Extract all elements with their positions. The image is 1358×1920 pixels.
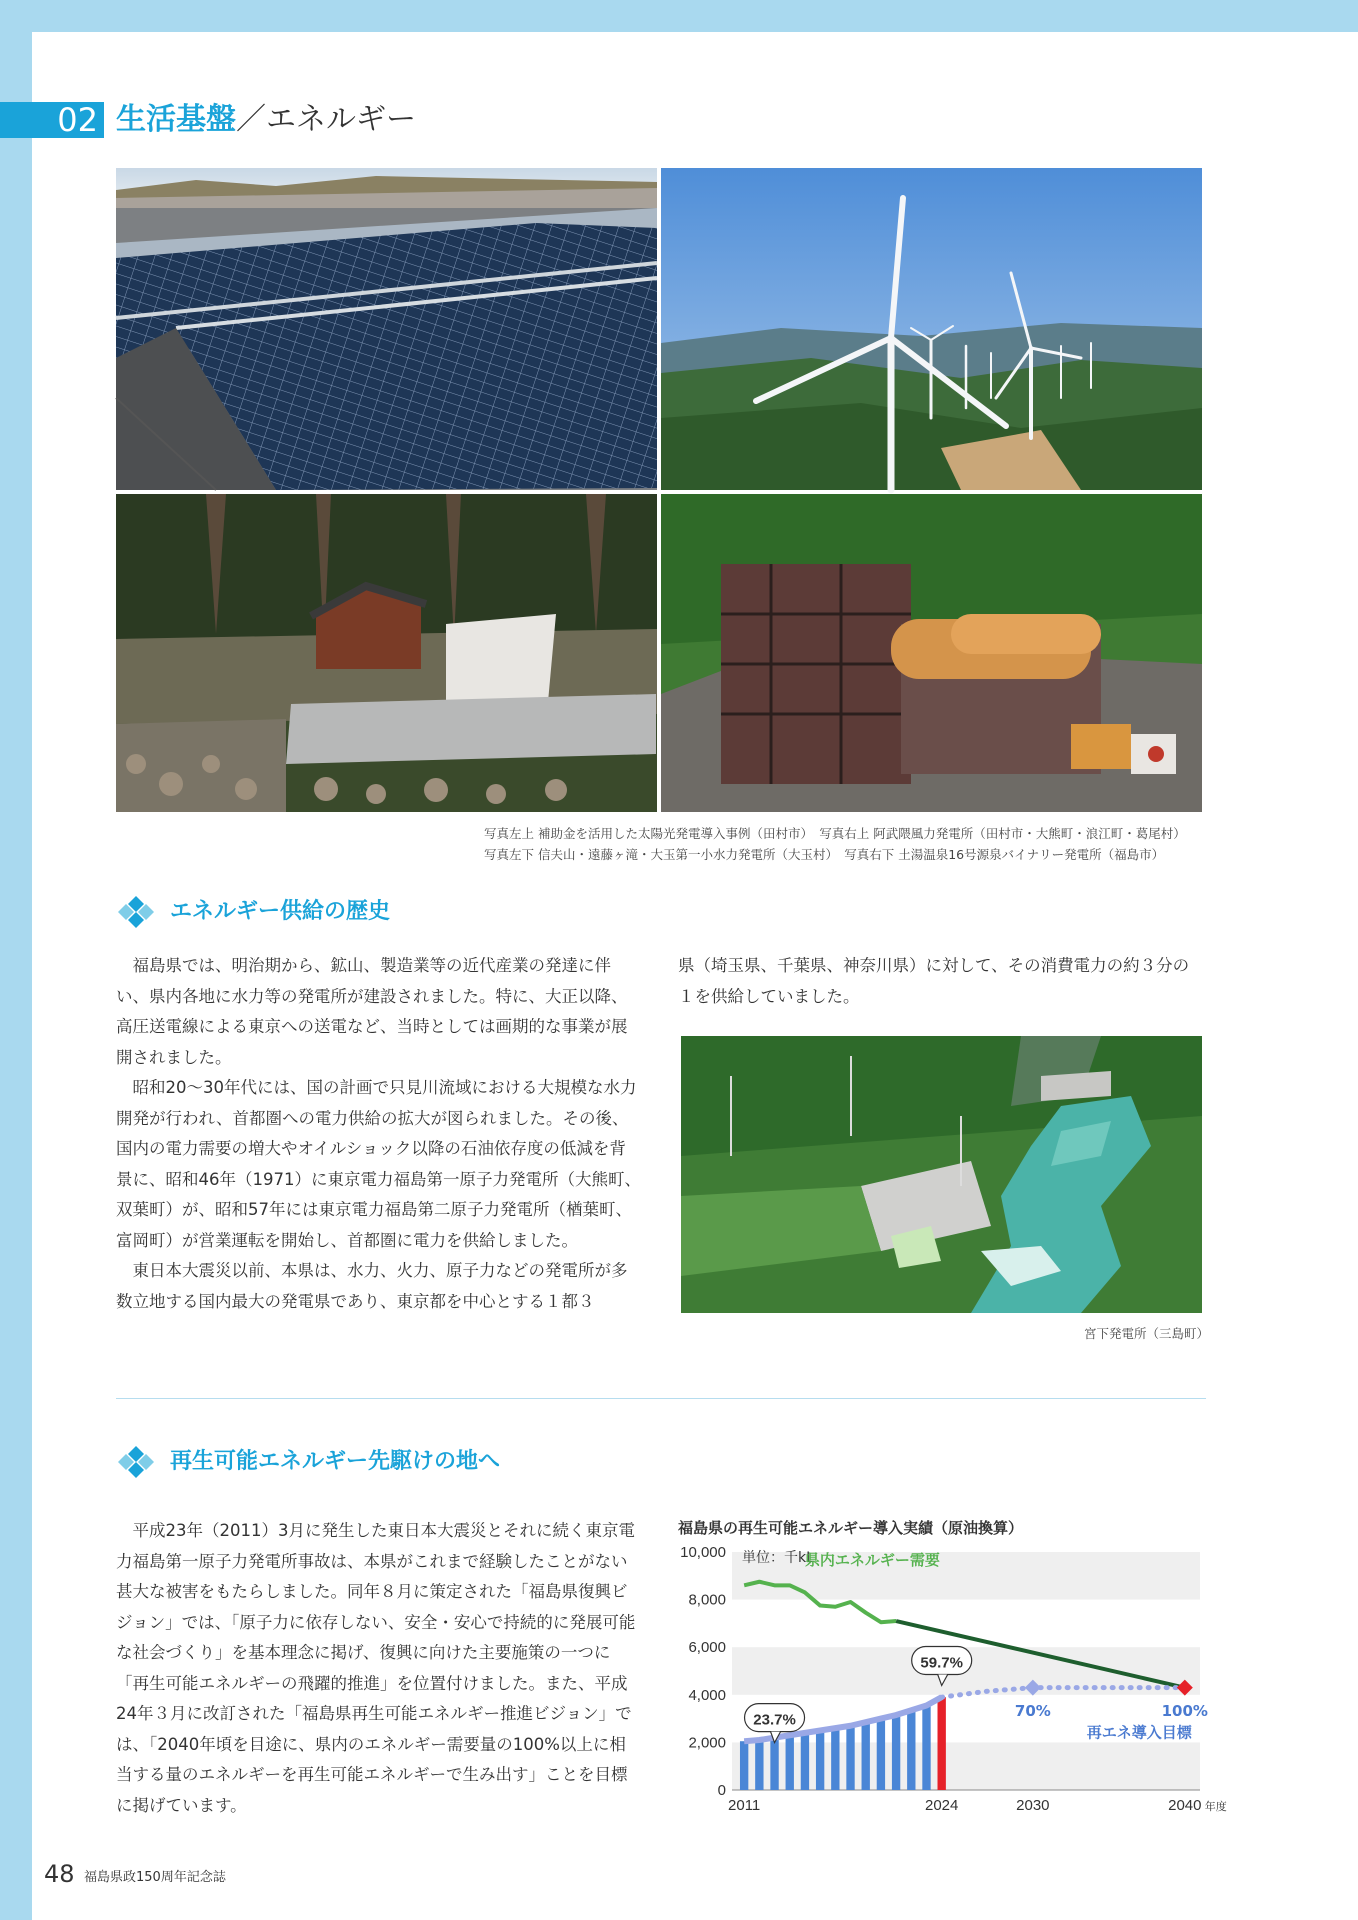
bar bbox=[938, 1697, 946, 1790]
bar bbox=[831, 1728, 839, 1790]
history-text-left bbox=[116, 951, 641, 1317]
renewable-paragraph: 平成23年（2011）3月に発生した東日本大震災とそれに続く東京電力福島第一原子力発電所事故は、本県がこれまで経験したことがない甚大な被害をもたらしました。同年８月に策定された「福島県復興ビジョン」では、「原子力に依存しない、安全・安心で持続的に発展可能な社会づくり」を基本理念に掲げ、復興に向けた主要施策の一つに「再生可能エネルギーの飛躍的推進」を位置付けました。また、平成24年３月に改訂された「福島県再生可能エネルギー推進ビジョン」では、「2040年頃を目途に、県内のエネルギー需要量の100%以上に相当する量のエネルギーを再生可能エネルギーで生み出す」ことを目標に掲げています。 bbox=[116, 1521, 636, 1815]
history-paragraph-1: 福島県では、明治期から、鉱山、製造業等の近代産業の発達に伴い、県内各地に水力等の発電所が建設されました。特に、大正以降、高圧送電線による東京への送電など、当時としては画期的な事業が展開されました。 bbox=[116, 956, 628, 1067]
y-tick-label: 0 bbox=[717, 1782, 726, 1799]
top-band bbox=[0, 0, 1358, 32]
y-tick-label: 6,000 bbox=[688, 1639, 726, 1657]
bar bbox=[801, 1733, 809, 1790]
renewable-heading-text: 再生可能エネルギー先駆けの地へ bbox=[170, 1449, 501, 1474]
section-divider bbox=[116, 1398, 1206, 1399]
callout-label: 23.7% bbox=[753, 1711, 796, 1729]
history-heading-text: エネルギー供給の歴史 bbox=[170, 899, 391, 924]
x-tick-label: 2030 bbox=[1016, 1797, 1050, 1814]
section-header bbox=[0, 100, 600, 140]
bar bbox=[862, 1722, 870, 1790]
photo-wind-turbines bbox=[661, 168, 1202, 490]
target-label: 70% bbox=[1014, 1702, 1051, 1721]
demand-label: 県内エネルギー需要 bbox=[804, 1551, 940, 1570]
diamond-icon bbox=[116, 894, 156, 930]
photo-solar-panels bbox=[116, 168, 657, 490]
y-tick-label: 2,000 bbox=[688, 1734, 726, 1752]
bar bbox=[786, 1735, 794, 1790]
photo-caption-bottom: 写真左下 信夫山・遠藤ヶ滝・大玉第一小水力発電所（大玉村） 写真右下 土湯温泉16号源泉バイナリー発電所（福島市） bbox=[484, 847, 1165, 862]
section-title-main: 生活基盤 bbox=[116, 102, 236, 137]
x-tick-label: 2024 bbox=[925, 1797, 959, 1814]
photo-binary-plant bbox=[661, 494, 1202, 812]
left-band bbox=[0, 0, 32, 1920]
bar bbox=[877, 1719, 885, 1790]
bar bbox=[740, 1741, 748, 1790]
dam-caption: 宮下発電所（三島町） bbox=[1084, 1326, 1210, 1341]
target-label: 再エネ導入目標 bbox=[1086, 1723, 1192, 1742]
bar bbox=[907, 1710, 915, 1790]
footer-title: 福島県政150周年記念誌 bbox=[84, 1870, 226, 1885]
history-paragraph-3: 東日本大震災以前、本県は、水力、火力、原子力などの発電所が多数立地する国内最大の発電県であり、東京都を中心とする１都３ bbox=[116, 1261, 628, 1311]
history-paragraph-right: 県（埼玉県、千葉県、神奈川県）に対して、その消費電力の約３分の１を供給していました。 bbox=[678, 956, 1190, 1006]
y-tick-label: 8,000 bbox=[688, 1591, 726, 1609]
section-title-sub: ／エネルギー bbox=[236, 102, 416, 137]
bar bbox=[755, 1740, 763, 1790]
y-tick-label: 4,000 bbox=[688, 1686, 726, 1704]
bar bbox=[892, 1715, 900, 1790]
y-tick-label: 10,000 bbox=[680, 1544, 726, 1561]
photo-miyashita-dam bbox=[681, 1036, 1202, 1313]
history-text-right bbox=[678, 951, 1203, 1012]
diamond-icon bbox=[116, 1444, 156, 1480]
bar bbox=[816, 1731, 824, 1791]
renewable-text bbox=[116, 1516, 641, 1821]
x-unit-label: 年度 bbox=[1204, 1800, 1227, 1813]
page-number: 48 bbox=[44, 1860, 75, 1888]
section-title bbox=[116, 100, 416, 140]
section-number: 02 bbox=[0, 102, 104, 138]
x-tick-label: 2011 bbox=[728, 1797, 761, 1814]
chart-title: 福島県の再生可能エネルギー導入実績（原油換算） bbox=[678, 1519, 1024, 1537]
target-label: 100% bbox=[1161, 1702, 1208, 1721]
bar bbox=[846, 1726, 854, 1790]
bar bbox=[922, 1706, 930, 1790]
x-tick-label: 2040 bbox=[1168, 1797, 1202, 1814]
photo-small-hydro bbox=[116, 494, 657, 812]
bar bbox=[770, 1738, 778, 1790]
unit-label: 単位：千kL bbox=[742, 1550, 814, 1566]
history-paragraph-2: 昭和20～30年代には、国の計画で只見川流域における大規模な水力開発が行われ、首都圏への電力供給の拡大が図られました。その後、国内の電力需要の増大やオイルショック以降の石油依存度の低減を背景に、昭和46年（1971）に東京電力福島第一原子力発電所（大熊町、双葉町）が、昭和57年には東京電力福島第二原子力発電所（楢葉町、富岡町）が営業運転を開始し、首都圏に電力を供給しました。 bbox=[116, 1078, 641, 1250]
renewable-chart bbox=[676, 1540, 1227, 1820]
callout-label: 59.7% bbox=[920, 1654, 963, 1672]
photo-caption-top: 写真左上 補助金を活用した太陽光発電導入事例（田村市） 写真右上 阿武隈風力発電所（田村市・大熊町・浪江町・葛尾村） bbox=[484, 826, 1186, 841]
